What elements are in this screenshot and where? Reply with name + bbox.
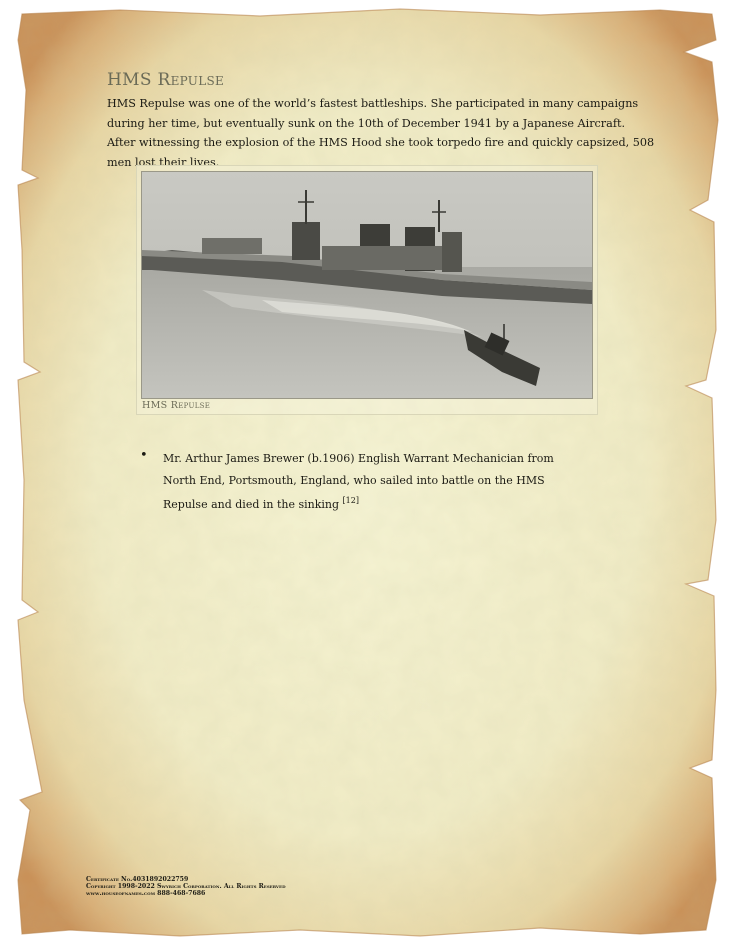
website-link[interactable]: www.houseofnames.com 888-468-7686	[86, 890, 206, 898]
photo-caption: HMS Repulse	[142, 400, 211, 411]
document-footer	[86, 876, 286, 898]
photo-figure	[136, 165, 598, 415]
certificate-number: Certificate No.4031892022759	[86, 876, 189, 883]
battleship-photo	[141, 171, 593, 399]
list-item	[140, 447, 580, 515]
footnote-reference[interactable]: [12]	[342, 496, 359, 505]
family-member-list	[140, 447, 580, 515]
page-title: HMS Repulse	[107, 70, 225, 90]
copyright-notice: Copyright 1998-2022 Swyrich Corporation. All Rights Reserved	[86, 883, 286, 891]
bullet-icon: •	[140, 448, 148, 463]
document-content	[107, 70, 655, 172]
intro-paragraph: HMS Repulse was one of the world’s fastest battleships. She participated in many campaigns during her time, but eventually sunk on the 10th of December 1941 by a Japanese Aircraft. After witnessing the explosion of the HMS Hood she took torpedo fire and quickly capsized, 508 men lost their lives.	[107, 97, 655, 169]
bullet-text: Mr. Arthur James Brewer (b.1906) English Warrant Mechanician from North End, Portsmouth, England, who sailed into battle on the HMS Repulse and died in the sinking [12]	[163, 452, 554, 511]
